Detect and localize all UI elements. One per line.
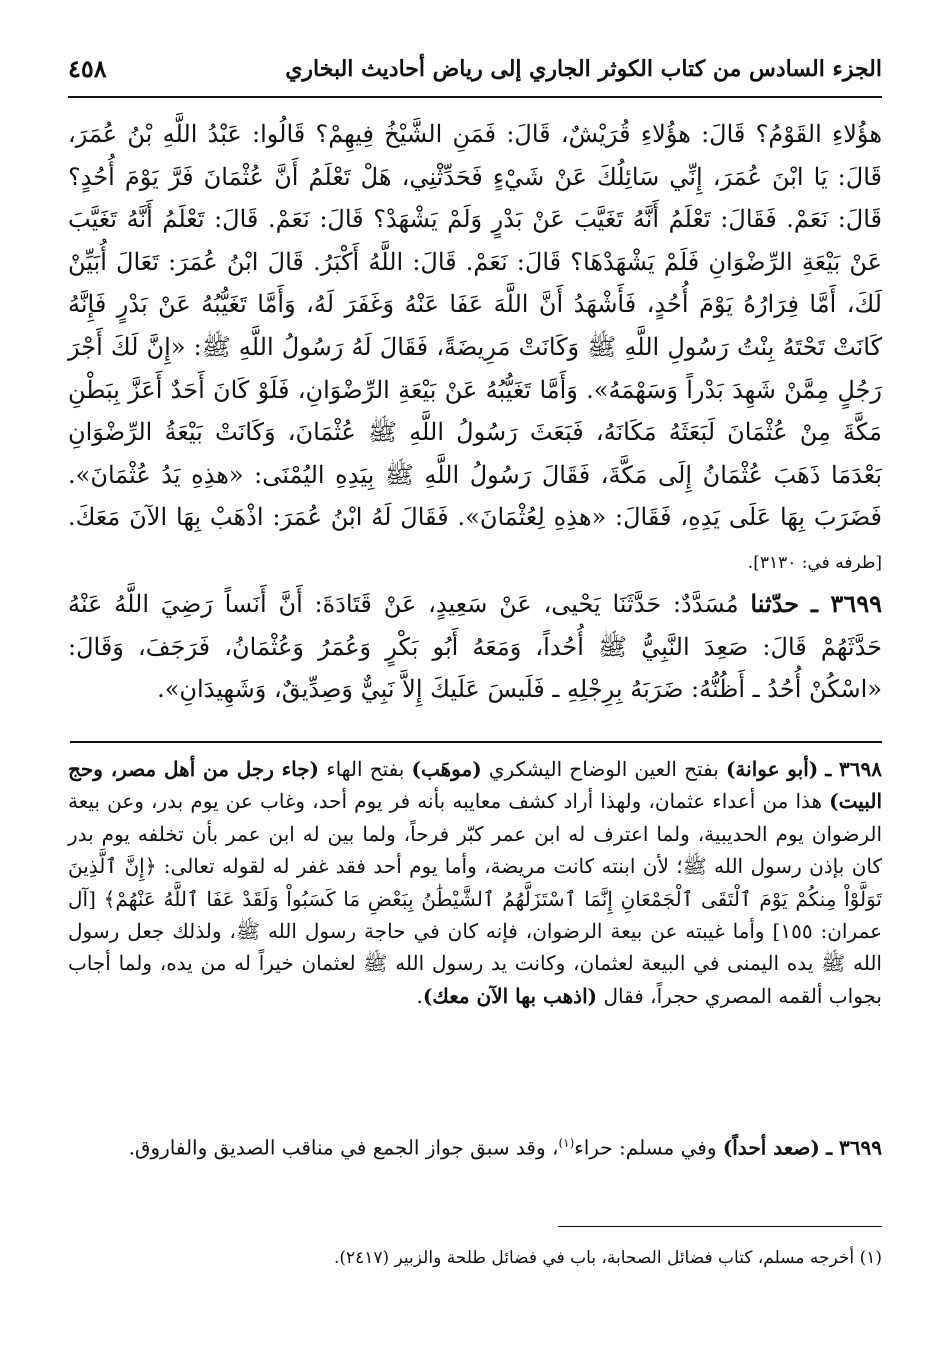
- quran-verse: ﴿إِنَّ ٱلَّذِينَ تَوَلَّوْاْ مِنكُمْ يَوْمَ ٱلْتَقَى ٱلْجَمْعَانِ إِنَّمَا ٱسْتَزَلَّهُمُ ٱلشَّيْطَٰنُ بِبَعْضِ مَا كَسَبُواْ وَلَقَدْ عَفَا ٱللَّهُ عَنْهُمْ﴾: [68, 854, 882, 911]
- keyword: (جاء رجل من أهل مصر، وحج البيت): [68, 757, 882, 814]
- page-number: ٤٥٨: [68, 54, 107, 83]
- commentary-text: وأما غيبته عن بيعة الرضوان، فإنه كان في حاجة رسول الله ﷺ، ولذلك جعل رسول الله ﷺ يده اليمنى في البيعة لعثمان، وكانت يد رسول الله ﷺ لعثمان خيراً له من يده، ولما أجاب بجواب ألقمه المصري حجراً، فقال: [68, 919, 882, 1008]
- commentary-3699: [68, 1127, 882, 1164]
- hadith-text: هؤُلاءِ القَوْمُ؟ قَالَ: هؤُلاءِ قُرَيْشٌ، قَالَ: فَمَنِ الشَّيْخُ فِيهِمْ؟ قَالُوا: عَبْدُ اللَّهِ بْنُ عُمَرَ، قَالَ: يَا ابْنَ عُمَرَ، إِنِّي سَائِلُكَ عَنْ شَيْءٍ فَحَدِّثْنِي، هَلْ تَعْلَمُ أَنَّ عُثْمَانَ فَرَّ يَوْمَ أُحُدٍ؟ قَالَ: نَعَمْ. فَقَالَ: تَعْلَمُ أَنَّهُ تَغَيَّبَ عَنْ بَدْرٍ وَلَمْ يَشْهَدْ؟ قَالَ: نَعَمْ. قَالَ: تَعْلَمُ أَنَّهُ تَغَيَّبَ عَنْ بَيْعَةِ الرِّضْوَانِ فَلَمْ يَشْهَدْهَا؟ قَالَ: نَعَمْ. قَالَ: اللَّهُ أَكْبَرُ. قَالَ ابْنُ عُمَرَ: تَعَالَ أُبَيِّنْ لَكَ، أَمَّا فِرَارُهُ يَوْمَ أُحُدٍ، فَأَشْهَدُ أَنَّ اللَّهَ عَفَا عَنْهُ وَغَفَرَ لَهُ، وَأَمَّا تَغَيُّبُهُ عَنْ بَدْرٍ فَإِنَّهُ كَانَتْ تَحْتَهُ بِنْتُ رَسُولِ اللَّهِ ﷺ وَكَانَتْ مَرِيضَةً، فَقَالَ لَهُ رَسُولُ اللَّهِ ﷺ: «إِنَّ لَكَ أَجْرَ رَجُلٍ مِمَّنْ شَهِدَ بَدْراً وَسَهْمَهُ». وَأَمَّا تَغَيُّبُهُ عَنْ بَيْعَةِ الرِّضْوَانِ، فَلَوْ كَانَ أَحَدٌ أَعَزَّ بِبَطْنِ مَكَّةَ مِنْ عُثْمَانَ لَبَعَثَهُ مَكَانَهُ، فَبَعَثَ رَسُولُ اللَّهِ ﷺ عُثْمَانَ، وَكَانَتْ بَيْعَةُ الرِّضْوَانِ بَعْدَمَا ذَهَبَ عُثْمَانُ إِلَى مَكَّةَ، فَقَالَ رَسُولُ اللَّهِ ﷺ بِيَدِهِ اليُمْنَى: «هذِهِ يَدُ عُثْمَانَ». فَضَرَبَ بِهَا عَلَى يَدِهِ، فَقَالَ: «هذِهِ لِعُثْمَانَ». فَقَالَ لَهُ ابْنُ عُمَرَ: اذْهَبْ بِهَا الآنَ مَعَكَ.: [68, 120, 882, 532]
- keyword: (صعد أحداً): [722, 1135, 820, 1160]
- commentary-text: ، وقد سبق جواز الجمع في مناقب الصديق والفاروق.: [128, 1135, 559, 1160]
- commentary-text: بفتح الهاء: [326, 757, 405, 781]
- running-header: [68, 52, 882, 98]
- commentary-text: بفتح العين الوضاح اليشكري: [488, 757, 719, 781]
- keyword: (موهَب): [411, 757, 482, 781]
- footnote-text: أخرجه مسلم، كتاب فضائل الصحابة، باب في فضائل طلحة والزبير (٢٤١٧).: [333, 1248, 855, 1268]
- hadith-text: مُسَدَّدٌ: حَدَّثَنَا يَحْيى، عَنْ سَعِيدٍ، عَنْ قَتَادَةَ: أَنَّ أَنَساً رَضِيَ اللَّهُ عَنْهُ حَدَّثَهُمْ قَالَ: صَعِدَ النَّبِيُّ ﷺ أُحُداً، وَمَعَهُ أَبُو بَكْرٍ وَعُمَرُ وَعُثْمَانُ، فَرَجَفَ، وَقَالَ: «اسْكُنْ أُحُدُ ـ أَظُنُّهُ: ضَرَبَهُ بِرِجْلِهِ ـ فَلَيسَ عَلَيكَ إِلاَّ نَبِيٌّ وَصِدِّيقٌ، وَشَهِيدَانِ».: [68, 590, 882, 704]
- hadith-3699: [68, 583, 882, 711]
- footnote-number: (١): [859, 1248, 882, 1268]
- running-title: الجزء السادس من كتاب الكوثر الجاري إلى رياض أحاديث البخاري: [285, 56, 882, 82]
- hadith-3698-continuation: [68, 113, 882, 585]
- commentary-divider: [70, 741, 882, 743]
- commentary-text: هذا من أعداء عثمان، ولهذا أراد كشف معايبه بأنه فر يوم أحد، وغاب عن يوم بدر، وعن بيعة الرضوان يوم الحديبية، ولما اعترف له ابن عمر كبّر فرحاً، ولما بين له ابن عمر بأن تخلفه يوم بدر كان بإذن رسول الله ﷺ؛ لأن ابنته كانت مريضة، وأما يوم أحد فقد غفر له لقوله تعالى:: [68, 789, 882, 879]
- hadith-lead: حدّثنا: [750, 589, 800, 618]
- footnote: [68, 1245, 882, 1271]
- commentary-number: ٣٦٩٩ ـ: [826, 1135, 882, 1160]
- header-rule: [68, 96, 882, 98]
- footnote-rule: [558, 1226, 882, 1227]
- commentary-number: ٣٦٩٨ ـ: [825, 757, 882, 781]
- cross-reference: [طرفه في: ٣١٣٠].: [747, 552, 882, 573]
- hadith-number: ٣٦٩٩ ـ: [810, 589, 882, 618]
- commentary-text: وفي مسلم: حراء: [574, 1135, 717, 1160]
- commentary-3698: [68, 753, 882, 1012]
- keyword: (اذهب بها الآن معك): [422, 983, 598, 1008]
- keyword: (أبو عوانة): [725, 757, 819, 781]
- commentary-end: .: [416, 983, 423, 1008]
- footnote-marker[interactable]: (١): [558, 1136, 575, 1150]
- verse-reference: [آل عمران: ١٥٥]: [68, 886, 882, 944]
